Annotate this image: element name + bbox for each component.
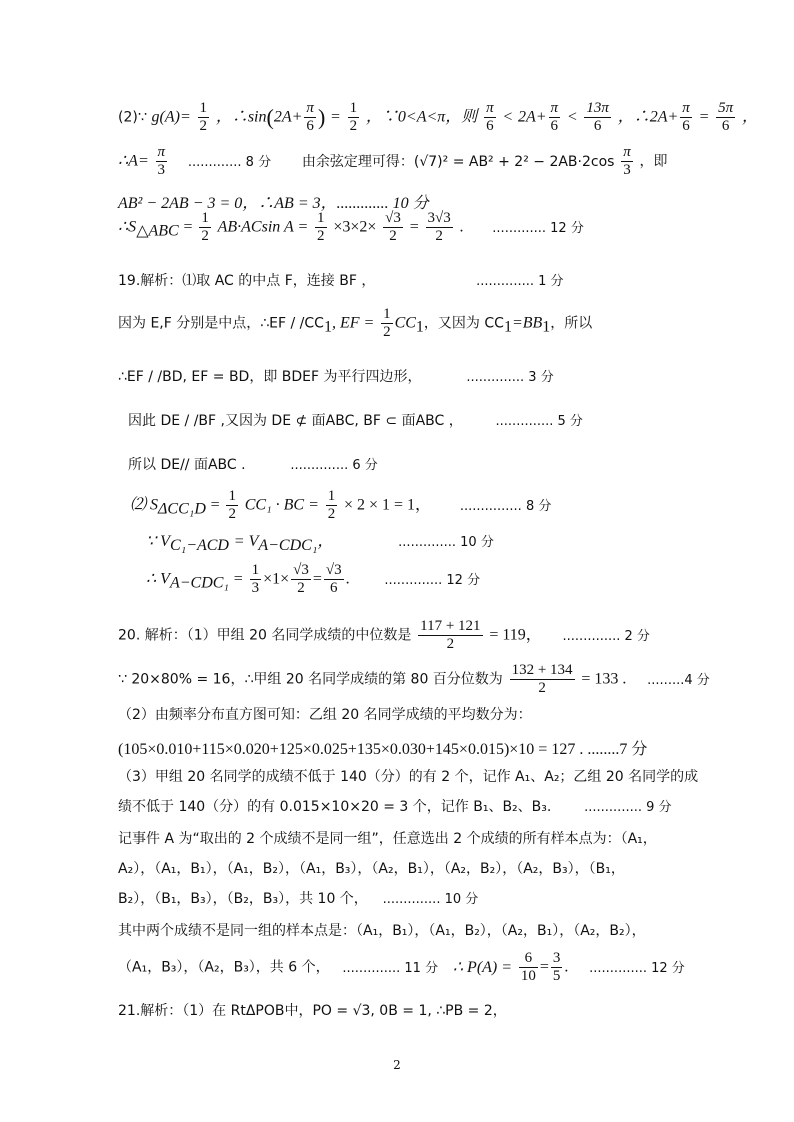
score: .............. 1 分	[476, 274, 564, 289]
subscript: 1	[542, 318, 551, 336]
denominator: 2	[446, 636, 455, 652]
numerator: 1	[251, 562, 260, 578]
denominator: 6	[593, 118, 602, 134]
fraction	[551, 950, 563, 985]
numerator: 1	[317, 210, 325, 226]
text: (2)∵	[118, 109, 147, 126]
denominator: 6	[550, 118, 559, 134]
text: ，∵0<A<π，则	[365, 108, 478, 126]
fraction	[291, 562, 311, 597]
denominator: 6	[721, 118, 730, 134]
subscript: A−CDC₁	[169, 574, 229, 592]
fraction	[484, 100, 496, 135]
text: =	[210, 496, 220, 514]
text: × 2 × 1 = 1，	[343, 496, 432, 514]
numerator: π	[682, 100, 690, 116]
line-18	[118, 796, 672, 816]
fraction	[348, 100, 360, 135]
numerator: 1	[228, 488, 236, 504]
line-4	[118, 210, 584, 245]
fraction	[383, 210, 403, 245]
text: 其中两个成绩不是同一组的样本点是：（A₁，B₁），（A₁，B₂），（A₂，B₁），（A₂，B₂），	[118, 923, 646, 939]
text: AB² − 2AB − 3 = 0，∴AB = 3，............. 10 分	[118, 195, 429, 212]
text: 21.解析：（1）在 RtΔPOB中，PO = √3, 0B = 1, ∴PB = 2，	[118, 1003, 507, 1019]
text: 记事件 A 为“取出的 2 个成绩不是同一组”，任意选出 2 个成绩的所有样本点为：（A₁，	[118, 831, 657, 847]
score: ............. 12 分	[492, 220, 584, 236]
fraction	[584, 100, 611, 135]
subscript: ΔCC₁D	[158, 500, 206, 518]
text: (105×0.010+115×0.020+125×0.025+135×0.030+145×0.015)×10 = 127 . ........7 分	[118, 741, 648, 758]
text: , EF =	[331, 314, 375, 332]
text: =BB	[511, 314, 543, 332]
denominator: 2	[297, 580, 305, 596]
line-10	[130, 488, 551, 523]
text: =	[233, 570, 243, 588]
fraction	[250, 562, 262, 597]
denominator: 2	[383, 324, 391, 340]
score: .........4 分	[647, 672, 710, 688]
denominator: 3	[251, 580, 260, 596]
fraction	[510, 662, 575, 697]
text: （3）甲组 20 名同学的成绩不低于 140（分）的有 2 个，记作 A₁、A₂；乙组 20 名同学的成	[118, 769, 699, 785]
denominator: 2	[435, 228, 443, 244]
line-14	[118, 662, 710, 697]
fraction	[381, 306, 393, 341]
denominator: 3	[623, 162, 631, 178]
subscript: C₁−ACD	[169, 537, 229, 554]
line-21	[118, 888, 478, 908]
numerator: π	[157, 144, 166, 160]
numerator: 1	[327, 488, 336, 504]
line-20	[118, 858, 625, 878]
denominator: 6	[306, 118, 314, 134]
denominator: 2	[201, 228, 209, 244]
text: ∴ V	[146, 570, 170, 588]
text: B₂），（B₁，B₃），（B₂，B₃），共 10 个，	[118, 891, 368, 907]
fraction	[519, 950, 538, 985]
text: ∵ 20×80% = 16，∴甲组 20 名同学成绩的第 80 百分位数为	[118, 671, 503, 688]
numerator: 1	[199, 100, 208, 116]
score: ............. 8 分	[187, 154, 272, 170]
text: 因为 E,F 分别是中点，∴EF / /CC	[118, 315, 324, 332]
numerator: 1	[383, 306, 391, 322]
text: 因此 DE / /BF ,又因为 DE ⊄ 面ABC, BF ⊂ 面ABC ，	[128, 413, 463, 429]
text: =	[539, 958, 549, 976]
score: .............. 11 分	[342, 960, 439, 976]
text: = 119，	[489, 626, 542, 644]
text: =	[312, 570, 322, 588]
text: ∵ V	[146, 533, 170, 550]
denominator: 6	[486, 118, 494, 134]
fraction	[680, 100, 692, 135]
numerator: 1	[349, 100, 358, 116]
text: ×1×	[263, 570, 290, 588]
text: 2A+	[273, 108, 303, 126]
text: 由余弦定理可得：(√7)² = AB² + 2² − 2AB·2cos	[301, 153, 615, 170]
numerator: 5π	[718, 100, 734, 116]
subscript: 1	[415, 318, 424, 336]
text: <	[502, 108, 514, 126]
line-22	[118, 920, 646, 940]
text: .	[345, 570, 350, 588]
text: =	[330, 108, 341, 126]
numerator: √3	[385, 210, 401, 226]
numerator: √3	[325, 562, 342, 578]
line-2	[118, 144, 668, 179]
text: ，∴sin	[215, 108, 267, 126]
text: .	[564, 958, 569, 976]
line-5	[118, 270, 564, 290]
text: ，∴2A+	[617, 108, 679, 126]
text: ∴S	[118, 218, 137, 236]
numerator: 3	[552, 950, 561, 966]
line-7	[118, 366, 554, 386]
denominator: 2	[349, 118, 358, 134]
fraction	[621, 144, 633, 179]
denominator: 2	[389, 228, 397, 244]
fraction	[716, 100, 735, 135]
denominator: 2	[317, 228, 325, 244]
line-11	[146, 528, 494, 555]
score: ............... 8 分	[459, 498, 552, 514]
denominator: 2	[199, 118, 208, 134]
text: = V	[233, 533, 259, 550]
subscript: 1	[503, 318, 512, 336]
score: .............. 3 分	[466, 370, 554, 385]
page-number: 2	[393, 1058, 401, 1072]
score: .............. 10 分	[398, 535, 494, 550]
text: ∴EF / /BD, EF = BD，即 BDEF 为平行四边形，	[118, 369, 422, 385]
text: CC₁ · BC =	[244, 496, 319, 514]
subscript: △ABC	[136, 222, 179, 240]
score: .............. 12 分	[589, 960, 685, 976]
denominator: 6	[330, 580, 338, 596]
numerator: π	[486, 100, 494, 116]
text: <	[566, 108, 578, 126]
text: =	[183, 218, 193, 236]
line-19	[118, 828, 657, 848]
score: .............. 2 分	[562, 628, 650, 644]
text: ∴A=	[118, 152, 149, 170]
numerator: √3	[293, 562, 309, 578]
line-23	[118, 950, 685, 985]
text: =	[409, 218, 419, 236]
denominator: 2	[538, 680, 546, 696]
subscript: 1	[323, 318, 332, 336]
text: CC	[394, 314, 416, 332]
numerator: π	[306, 100, 314, 116]
fraction	[226, 488, 238, 523]
text: （A₁，B₃），（A₂，B₃），共 6 个，	[118, 959, 330, 976]
text: ，	[741, 108, 758, 126]
line-17	[118, 766, 698, 786]
numerator: 117 + 121	[420, 618, 481, 634]
score: .............. 10 分	[382, 892, 479, 907]
score: .............. 5 分	[495, 414, 583, 429]
text: g(A)=	[151, 108, 191, 126]
numerator: π	[623, 144, 631, 160]
denominator: 3	[157, 162, 166, 178]
numerator: 1	[201, 210, 209, 226]
text: ×3×2×	[333, 218, 377, 236]
line-15	[118, 704, 532, 724]
denominator: 6	[682, 118, 690, 134]
line-6	[118, 306, 592, 341]
text: 绩不低于 140（分）的有 0.015×10×20 = 3 个，记作 B₁、B₂、B₃.	[118, 799, 552, 815]
text: ⑵ S	[130, 496, 159, 514]
denominator: 2	[228, 506, 236, 522]
line-1: (2)∵ g(A)= $\frac{1}{2}$ ，∴sin(2A+ $\frac{\pi}{6}$ ) = $\frac{1}{2}$ ，∵0<A<π，则 $\frac{\pi}{6}$ < 2A+ $\frac{\pi}{6}$ < $\frac{13\pi}{6}$ ，∴2A+ $\frac{\pi}{6}$ = $\frac{5\pi}{6}$ ，	[118, 100, 758, 134]
line-8	[128, 410, 583, 430]
fraction	[426, 210, 453, 245]
text: AB·ACsin A =	[217, 218, 309, 236]
denominator: 5	[552, 968, 561, 984]
numerator: 6	[519, 950, 538, 968]
numerator: 132 + 134	[511, 662, 573, 678]
text: 所以 DE// 面ABC .	[128, 457, 246, 473]
numerator: 3√3	[427, 210, 451, 226]
numerator: π	[550, 100, 559, 116]
numerator: 13π	[586, 100, 609, 116]
text: ，	[317, 533, 334, 550]
fraction	[418, 618, 482, 653]
line-13	[118, 618, 650, 653]
text: ∴ P(A) =	[452, 958, 513, 976]
score: .............. 6 分	[290, 458, 378, 473]
subscript: A−CDC₁	[258, 537, 318, 554]
line-9	[128, 454, 378, 474]
text: = 133 .	[581, 670, 627, 688]
fraction	[324, 562, 344, 597]
score: .............. 9 分	[584, 800, 672, 815]
text: ，所以	[550, 315, 593, 332]
fraction	[549, 100, 561, 135]
text: （2）由频率分布直方图可知：乙组 20 名同学成绩的平均数分为：	[118, 707, 532, 723]
fraction	[315, 210, 327, 245]
denominator: 10	[520, 968, 536, 984]
line-16	[118, 736, 647, 759]
text: 2A+	[517, 108, 547, 126]
line-12	[146, 562, 480, 597]
fraction	[198, 100, 210, 135]
fraction	[326, 488, 338, 523]
fraction	[304, 100, 316, 135]
text: A₂），（A₁，B₁），（A₁，B₂），（A₁，B₃），（A₂，B₁），（A₂，B₂），（A₂，B₃），（B₁，	[118, 861, 625, 877]
fraction	[199, 210, 211, 245]
text: =	[698, 108, 710, 126]
text: ，即	[639, 153, 668, 170]
denominator: 2	[327, 506, 336, 522]
fraction	[156, 144, 168, 179]
text: 19.解析：⑴取 AC 的中点 F，连接 BF ，	[118, 273, 376, 289]
score: .............. 12 分	[384, 572, 481, 588]
text: 20. 解析：（1）甲组 20 名同学成绩的中位数是	[118, 627, 412, 644]
text: .	[459, 218, 464, 236]
line-24	[118, 1000, 507, 1020]
text: ，又因为 CC	[423, 315, 504, 332]
